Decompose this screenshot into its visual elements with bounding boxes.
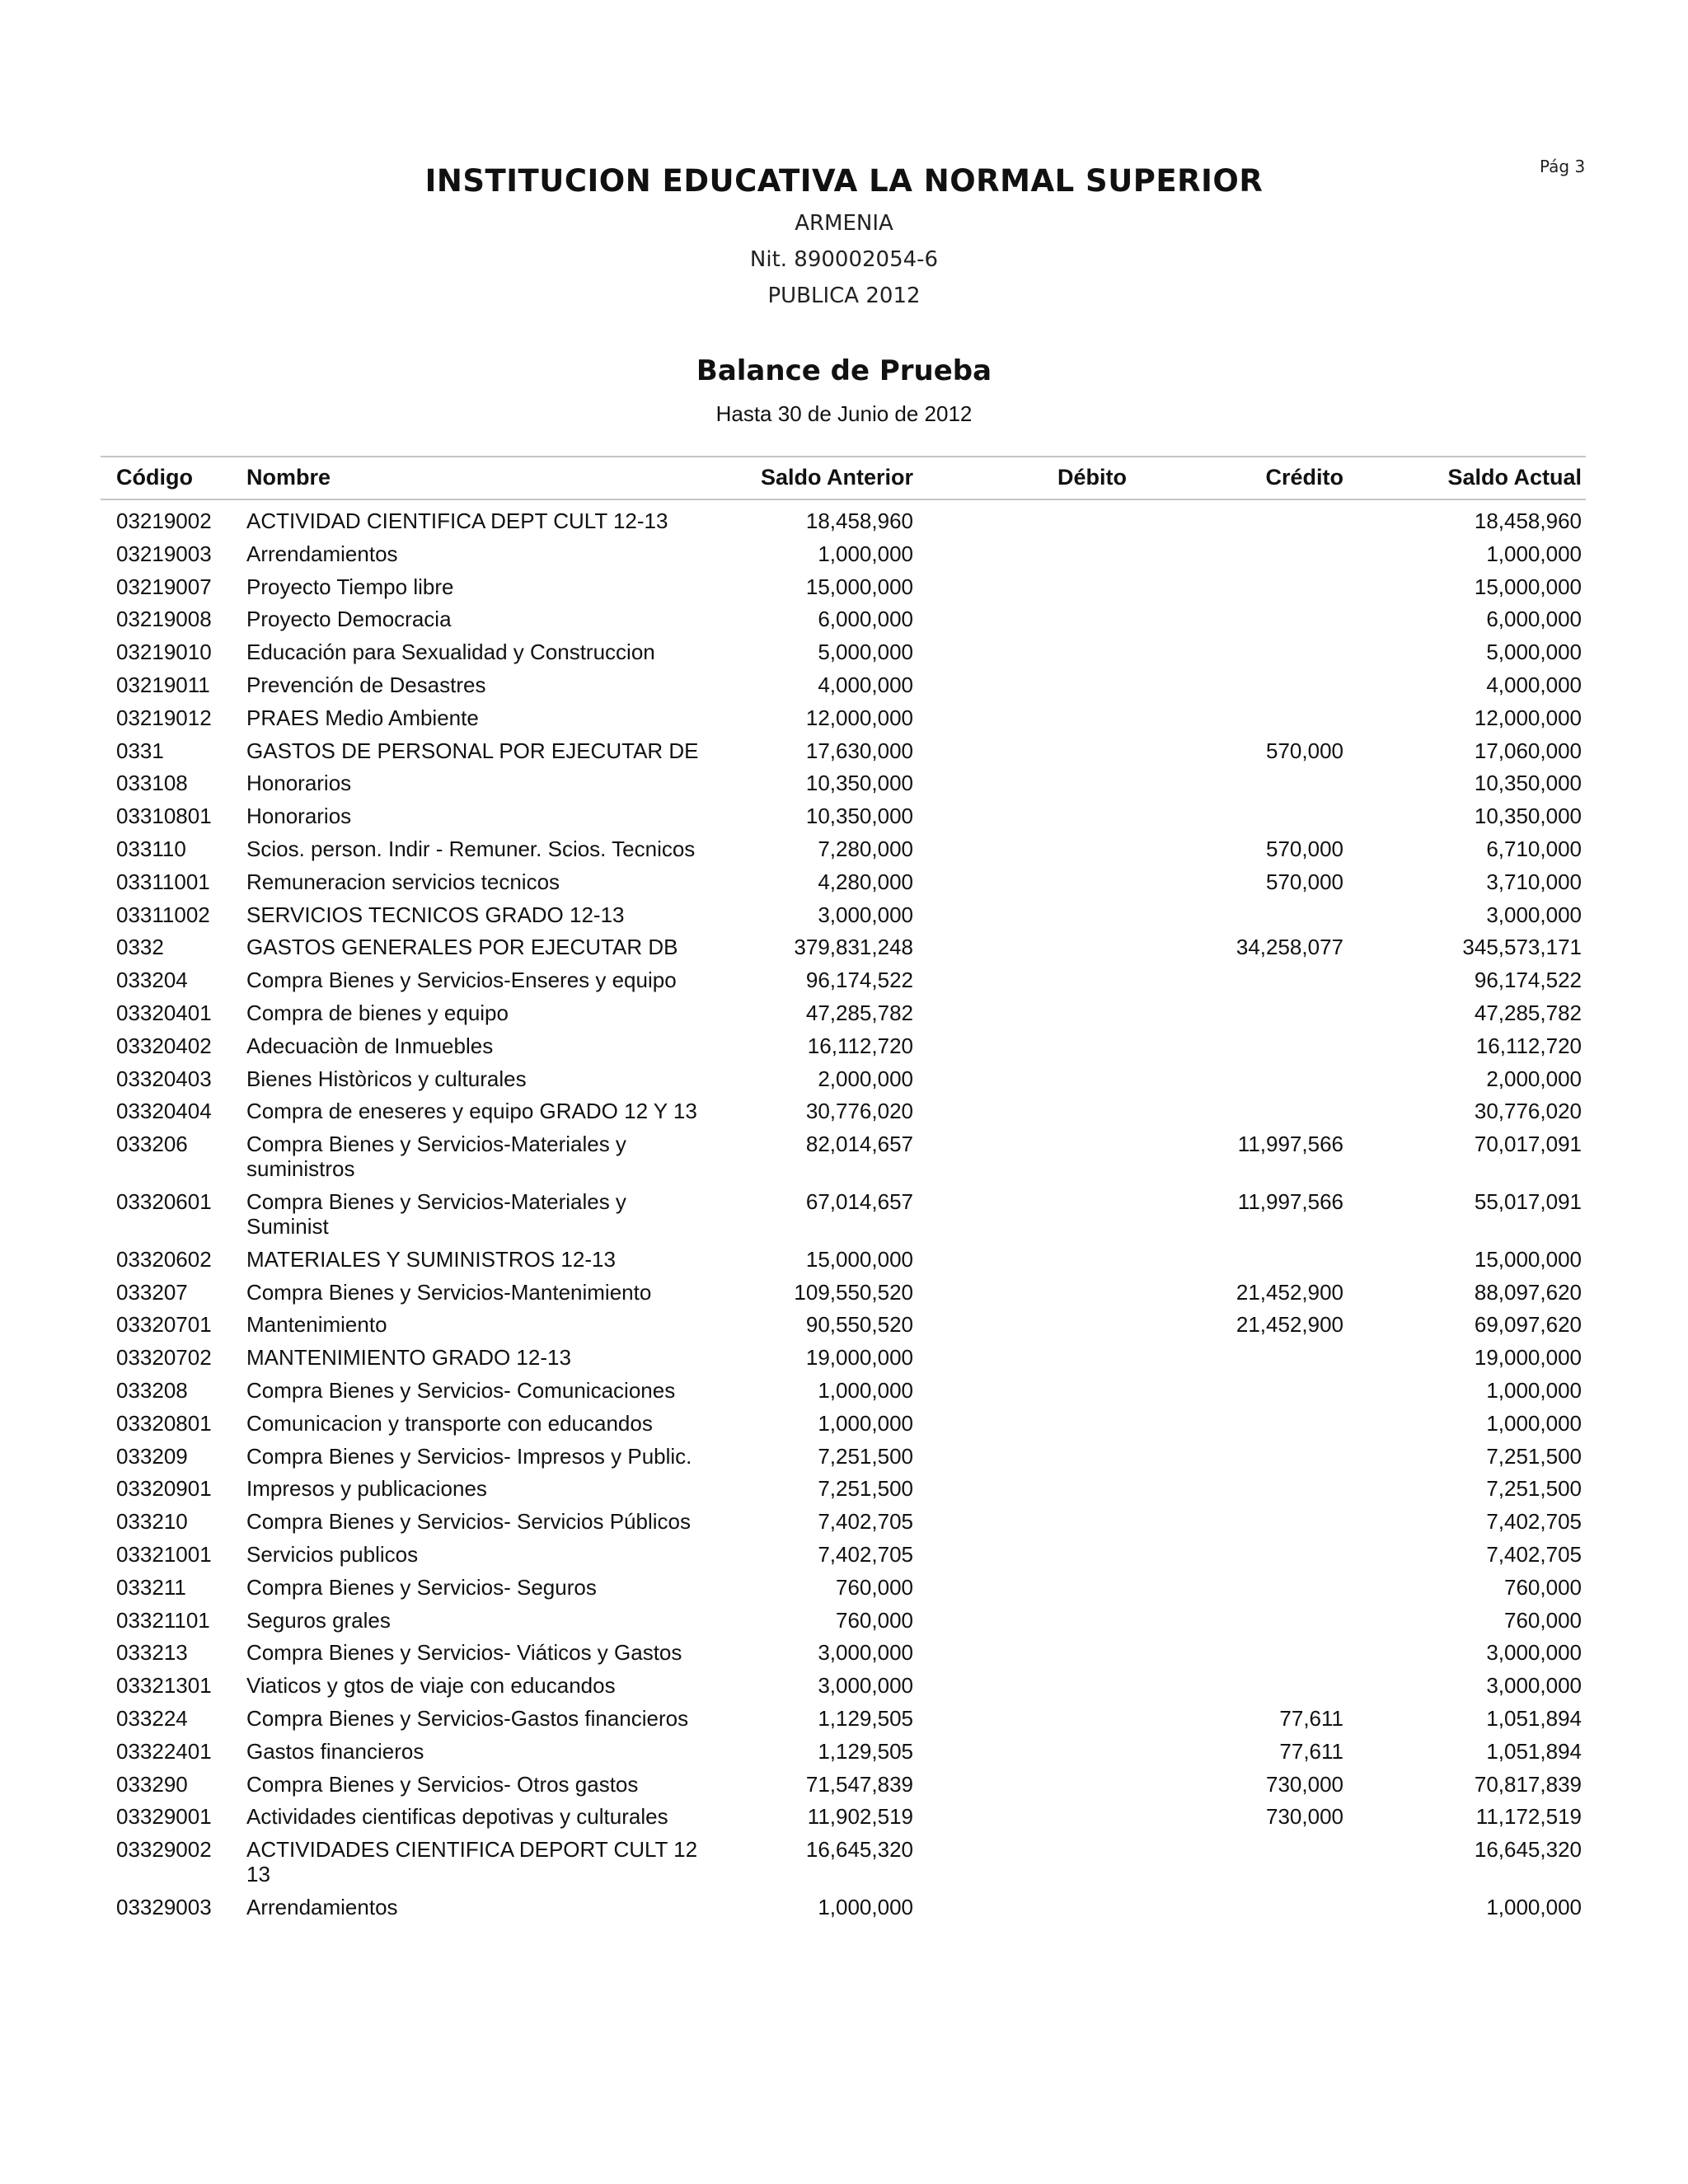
- table-row: [0, 1378, 1688, 1403]
- table-row: [0, 1804, 1688, 1829]
- table-row: [0, 1189, 1688, 1239]
- previous-balance: 7,280,000: [818, 837, 913, 861]
- account-code: 0332: [116, 935, 164, 960]
- account-name: Compra Bienes y Servicios-Materiales y Suminist: [246, 1189, 626, 1239]
- account-name: Proyecto Tiempo libre: [246, 574, 454, 599]
- account-name: Scios. person. Indir - Remuner. Scios. Tecnicos: [246, 837, 696, 861]
- previous-balance: 379,831,248: [794, 935, 913, 960]
- account-code: 03320401: [116, 1001, 212, 1025]
- account-code: 03320404: [116, 1099, 212, 1124]
- previous-balance: 19,000,000: [805, 1345, 913, 1371]
- previous-balance: 1,129,505: [818, 1706, 913, 1731]
- credit-amount: 77,611: [1279, 1706, 1343, 1731]
- nit: Nit. 890002054-6: [749, 247, 939, 272]
- account-code: 03329002: [116, 1837, 212, 1863]
- table-row: [0, 1837, 1688, 1886]
- previous-balance: 96,174,522: [805, 968, 913, 993]
- current-balance: 16,112,720: [1475, 1033, 1582, 1058]
- previous-balance: 16,645,320: [805, 1837, 913, 1863]
- previous-balance: 1,000,000: [818, 1895, 913, 1919]
- current-balance: 345,573,171: [1462, 935, 1582, 960]
- header-rule-bottom: [101, 499, 1586, 500]
- account-code: 033108: [116, 771, 188, 796]
- current-balance: 47,285,782: [1474, 1001, 1582, 1025]
- account-name: Compra Bienes y Servicios-Materiales y suministros: [246, 1132, 626, 1182]
- current-balance: 96,174,522: [1474, 968, 1582, 993]
- account-name: Seguros grales: [246, 1607, 391, 1633]
- credit-amount: 11,997,566: [1237, 1189, 1343, 1214]
- account-code: 03219002: [116, 509, 212, 533]
- previous-balance: 3,000,000: [818, 1673, 913, 1699]
- previous-balance: 7,251,500: [818, 1443, 913, 1469]
- credit-amount: 730,000: [1266, 1771, 1343, 1797]
- current-balance: 6,000,000: [1486, 607, 1582, 632]
- previous-balance: 71,547,839: [805, 1771, 913, 1797]
- table-row: [0, 935, 1688, 959]
- institution-title: INSTITUCION EDUCATIVA LA NORMAL SUPERIOR: [424, 163, 1264, 199]
- current-balance: 69,097,620: [1474, 1312, 1582, 1338]
- previous-balance: 7,402,705: [818, 1509, 913, 1535]
- account-name: GASTOS DE PERSONAL POR EJECUTAR DE: [246, 738, 699, 763]
- table-row: [0, 1001, 1688, 1025]
- account-code: 033207: [116, 1279, 188, 1305]
- current-balance: 12,000,000: [1474, 705, 1582, 730]
- credit-amount: 11,997,566: [1237, 1132, 1343, 1157]
- account-code: 033210: [116, 1509, 188, 1535]
- credit-amount: 21,452,900: [1236, 1312, 1343, 1338]
- previous-balance: 3,000,000: [818, 902, 913, 927]
- account-name: Bienes Històricos y culturales: [246, 1066, 527, 1091]
- account-name: Compra Bienes y Servicios- Viáticos y Gastos: [246, 1640, 682, 1666]
- header-rule-top: [101, 456, 1586, 457]
- column-header-debit: Débito: [1057, 465, 1127, 490]
- account-code: 03219008: [116, 607, 212, 632]
- account-name: Gastos financieros: [246, 1738, 424, 1764]
- previous-balance: 15,000,000: [805, 1246, 913, 1272]
- account-code: 033204: [116, 968, 188, 993]
- table-row: [0, 1575, 1688, 1600]
- sector-year: PUBLICA 2012: [767, 284, 921, 308]
- table-row: [0, 1608, 1688, 1633]
- account-code: 033211: [116, 1574, 186, 1600]
- current-balance: 70,817,839: [1474, 1771, 1582, 1797]
- current-balance: 1,051,894: [1486, 1706, 1582, 1731]
- table-row: [0, 1772, 1688, 1797]
- current-balance: 3,000,000: [1486, 1673, 1582, 1699]
- previous-balance: 11,902,519: [807, 1804, 913, 1830]
- account-code: 033213: [116, 1640, 188, 1666]
- current-balance: 1,051,894: [1486, 1738, 1582, 1764]
- previous-balance: 4,280,000: [818, 869, 913, 894]
- account-name: Educación para Sexualidad y Construccion: [246, 640, 655, 665]
- current-balance: 16,645,320: [1474, 1837, 1582, 1863]
- current-balance: 30,776,020: [1474, 1099, 1582, 1124]
- account-code: 03321001: [116, 1542, 212, 1567]
- table-row: [0, 1411, 1688, 1436]
- current-balance: 11,172,519: [1475, 1804, 1582, 1830]
- previous-balance: 10,350,000: [805, 771, 913, 796]
- table-row: [0, 1739, 1688, 1764]
- account-name: Comunicacion y transporte con educandos: [246, 1410, 653, 1436]
- previous-balance: 4,000,000: [818, 673, 913, 697]
- previous-balance: 7,251,500: [818, 1476, 913, 1502]
- table-row: [0, 738, 1688, 763]
- account-name: Servicios publicos: [246, 1542, 419, 1567]
- report-title: Balance de Prueba: [696, 354, 992, 387]
- table-row: [0, 902, 1688, 927]
- account-code: 03311001: [116, 869, 210, 894]
- account-name: SERVICIOS TECNICOS GRADO 12-13: [246, 902, 625, 927]
- account-code: 033224: [116, 1706, 188, 1731]
- previous-balance: 47,285,782: [805, 1001, 913, 1025]
- previous-balance: 15,000,000: [805, 574, 913, 599]
- previous-balance: 760,000: [836, 1574, 913, 1600]
- account-name: Honorarios: [246, 804, 352, 829]
- account-name: Impresos y publicaciones: [246, 1476, 487, 1502]
- current-balance: 1,000,000: [1486, 541, 1582, 566]
- account-name: Compra Bienes y Servicios- Impresos y Public.: [246, 1443, 692, 1469]
- current-balance: 7,402,705: [1486, 1509, 1582, 1535]
- current-balance: 3,000,000: [1486, 902, 1582, 927]
- table-row: [0, 1280, 1688, 1305]
- credit-amount: 570,000: [1266, 837, 1343, 861]
- table-row: [0, 968, 1688, 992]
- table-row: [0, 640, 1688, 664]
- current-balance: 3,710,000: [1486, 869, 1582, 894]
- table-row: [0, 1345, 1688, 1370]
- account-name: Viaticos y gtos de viaje con educandos: [246, 1673, 616, 1699]
- column-header-previous-balance: Saldo Anterior: [760, 465, 913, 490]
- credit-amount: 730,000: [1266, 1804, 1343, 1830]
- previous-balance: 12,000,000: [805, 705, 913, 730]
- table-row: [0, 541, 1688, 566]
- current-balance: 19,000,000: [1474, 1345, 1582, 1371]
- credit-amount: 77,611: [1279, 1738, 1343, 1764]
- account-code: 03320702: [116, 1345, 212, 1371]
- current-balance: 18,458,960: [1474, 509, 1582, 533]
- previous-balance: 3,000,000: [818, 1640, 913, 1666]
- current-balance: 7,402,705: [1486, 1542, 1582, 1567]
- current-balance: 70,017,091: [1474, 1132, 1582, 1157]
- current-balance: 3,000,000: [1486, 1640, 1582, 1666]
- account-name: Mantenimiento: [246, 1312, 387, 1338]
- account-name: MANTENIMIENTO GRADO 12-13: [246, 1345, 571, 1371]
- account-name: Compra de bienes y equipo: [246, 1001, 509, 1025]
- account-code: 03320901: [116, 1476, 212, 1502]
- previous-balance: 2,000,000: [818, 1066, 913, 1091]
- previous-balance: 7,402,705: [818, 1542, 913, 1567]
- account-code: 03321101: [116, 1607, 210, 1633]
- current-balance: 760,000: [1504, 1574, 1582, 1600]
- credit-amount: 34,258,077: [1236, 935, 1343, 960]
- current-balance: 15,000,000: [1474, 1246, 1582, 1272]
- table-row: [0, 607, 1688, 631]
- account-code: 03322401: [116, 1738, 212, 1764]
- table-row: [0, 1247, 1688, 1272]
- account-name: Compra Bienes y Servicios- Otros gastos: [246, 1771, 639, 1797]
- table-row: [0, 1706, 1688, 1731]
- table-row: [0, 1895, 1688, 1919]
- column-header-current-balance: Saldo Actual: [1447, 465, 1582, 490]
- column-header-name: Nombre: [246, 465, 331, 490]
- account-name: Compra de eneseres y equipo GRADO 12 Y 13: [246, 1099, 697, 1124]
- report-period: Hasta 30 de Junio de 2012: [715, 401, 973, 426]
- account-code: 03320601: [116, 1189, 212, 1214]
- account-name: Compra Bienes y Servicios-Enseres y equipo: [246, 968, 677, 993]
- account-name: Arrendamientos: [246, 541, 398, 566]
- current-balance: 760,000: [1504, 1607, 1582, 1633]
- account-code: 03320402: [116, 1033, 212, 1058]
- previous-balance: 30,776,020: [805, 1099, 913, 1124]
- previous-balance: 1,000,000: [818, 541, 913, 566]
- previous-balance: 18,458,960: [805, 509, 913, 533]
- previous-balance: 1,000,000: [818, 1378, 913, 1403]
- account-code: 03219007: [116, 574, 212, 599]
- table-row: [0, 1132, 1688, 1181]
- account-code: 03310801: [116, 804, 212, 829]
- current-balance: 15,000,000: [1474, 574, 1582, 599]
- table-row: [0, 509, 1688, 533]
- account-code: 033110: [116, 837, 186, 861]
- current-balance: 88,097,620: [1474, 1279, 1582, 1305]
- current-balance: 1,000,000: [1486, 1895, 1582, 1919]
- credit-amount: 570,000: [1266, 869, 1343, 894]
- account-name: Compra Bienes y Servicios-Gastos financieros: [246, 1706, 689, 1731]
- table-row: [0, 1444, 1688, 1469]
- current-balance: 6,710,000: [1486, 837, 1582, 861]
- previous-balance: 67,014,657: [805, 1189, 913, 1214]
- account-code: 03321301: [116, 1673, 212, 1699]
- account-code: 033208: [116, 1378, 188, 1403]
- account-name: Actividades cientificas depotivas y culturales: [246, 1804, 668, 1830]
- previous-balance: 1,129,505: [818, 1738, 913, 1764]
- table-row: [0, 1542, 1688, 1567]
- account-code: 03311002: [116, 902, 210, 927]
- table-row: [0, 705, 1688, 730]
- table-row: [0, 673, 1688, 697]
- table-row: [0, 1509, 1688, 1534]
- current-balance: 2,000,000: [1486, 1066, 1582, 1091]
- table-row: [0, 771, 1688, 795]
- previous-balance: 16,112,720: [807, 1033, 913, 1058]
- account-name: ACTIVIDAD CIENTIFICA DEPT CULT 12-13: [246, 509, 668, 533]
- current-balance: 4,000,000: [1486, 673, 1582, 697]
- table-row: [0, 1640, 1688, 1665]
- table-row: [0, 1476, 1688, 1501]
- page-number: Pág 3: [1540, 157, 1586, 176]
- column-header-code: Código: [116, 465, 193, 490]
- table-row: [0, 1099, 1688, 1123]
- previous-balance: 82,014,657: [805, 1132, 913, 1157]
- previous-balance: 760,000: [836, 1607, 913, 1633]
- current-balance: 1,000,000: [1486, 1410, 1582, 1436]
- account-code: 03329001: [116, 1804, 212, 1830]
- account-name: Compra Bienes y Servicios- Seguros: [246, 1574, 597, 1600]
- account-name: Compra Bienes y Servicios-Mantenimiento: [246, 1279, 652, 1305]
- previous-balance: 6,000,000: [818, 607, 913, 632]
- account-code: 033209: [116, 1443, 188, 1469]
- account-code: 03320701: [116, 1312, 212, 1338]
- table-row: [0, 1066, 1688, 1091]
- previous-balance: 17,630,000: [805, 738, 913, 763]
- account-name: MATERIALES Y SUMINISTROS 12-13: [246, 1246, 616, 1272]
- account-code: 03219003: [116, 541, 212, 566]
- account-name: Compra Bienes y Servicios- Comunicaciones: [246, 1378, 676, 1403]
- table-row: [0, 1673, 1688, 1698]
- current-balance: 7,251,500: [1486, 1476, 1582, 1502]
- account-name: ACTIVIDADES CIENTIFICA DEPORT CULT 12 13: [246, 1837, 698, 1887]
- current-balance: 10,350,000: [1474, 771, 1582, 796]
- account-code: 03320403: [116, 1066, 212, 1091]
- current-balance: 10,350,000: [1474, 804, 1582, 829]
- previous-balance: 1,000,000: [818, 1410, 913, 1436]
- account-name: Honorarios: [246, 771, 352, 796]
- table-row: [0, 837, 1688, 861]
- current-balance: 55,017,091: [1474, 1189, 1582, 1214]
- current-balance: 1,000,000: [1486, 1378, 1582, 1403]
- previous-balance: 5,000,000: [818, 640, 913, 665]
- column-header-credit: Crédito: [1265, 465, 1343, 490]
- account-code: 03219012: [116, 705, 212, 730]
- previous-balance: 90,550,520: [805, 1312, 913, 1338]
- account-name: Arrendamientos: [246, 1895, 398, 1919]
- table-row: [0, 574, 1688, 599]
- account-name: Proyecto Democracia: [246, 607, 452, 632]
- table-row: [0, 1033, 1688, 1058]
- account-code: 0331: [116, 738, 164, 763]
- current-balance: 17,060,000: [1474, 738, 1582, 763]
- credit-amount: 21,452,900: [1236, 1279, 1343, 1305]
- account-name: Compra Bienes y Servicios- Servicios Públicos: [246, 1509, 691, 1535]
- account-name: PRAES Medio Ambiente: [246, 705, 479, 730]
- current-balance: 5,000,000: [1486, 640, 1582, 665]
- table-row: [0, 1312, 1688, 1337]
- account-name: Remuneracion servicios tecnicos: [246, 869, 560, 894]
- account-name: Adecuaciòn de Inmuebles: [246, 1033, 494, 1058]
- account-name: GASTOS GENERALES POR EJECUTAR DB: [246, 935, 678, 960]
- account-code: 03329003: [116, 1895, 212, 1919]
- account-code: 03219010: [116, 640, 212, 665]
- table-row: [0, 869, 1688, 894]
- city: ARMENIA: [795, 211, 893, 236]
- current-balance: 7,251,500: [1486, 1443, 1582, 1469]
- account-name: Prevención de Desastres: [246, 673, 486, 697]
- previous-balance: 109,550,520: [794, 1279, 913, 1305]
- table-row: [0, 804, 1688, 828]
- credit-amount: 570,000: [1266, 738, 1343, 763]
- account-code: 033206: [116, 1132, 188, 1157]
- account-code: 03320602: [116, 1246, 212, 1272]
- account-code: 033290: [116, 1771, 188, 1797]
- previous-balance: 10,350,000: [805, 804, 913, 829]
- account-code: 03219011: [116, 673, 210, 697]
- account-code: 03320801: [116, 1410, 212, 1436]
